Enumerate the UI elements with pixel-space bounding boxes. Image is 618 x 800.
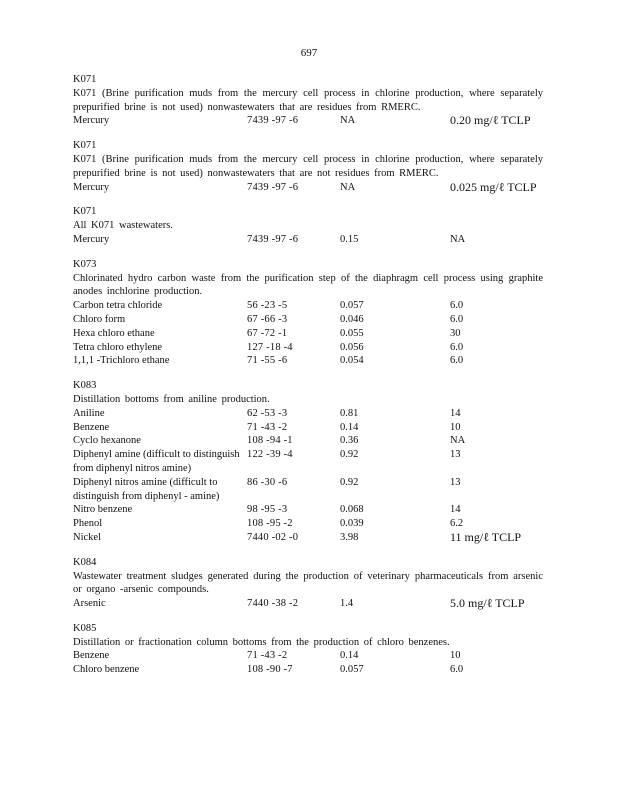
wastewater-standard: 0.92 bbox=[340, 476, 359, 488]
wastewater-standard: 0.92 bbox=[340, 449, 359, 461]
constituent-name: Mercury bbox=[73, 115, 110, 127]
constituent-name: Tetra chloro ethylene bbox=[73, 341, 163, 353]
constituent-name: Benzene bbox=[73, 650, 110, 662]
constituent-row bbox=[73, 531, 543, 545]
wastewater-standard: 0.057 bbox=[340, 300, 364, 312]
waste-description: K071 (Brine purification muds from the mercury cell process in chlorine production, where separately prepurified brine is not used) nonwastewaters that are residues from RMERC. bbox=[73, 87, 543, 113]
waste-code: K085 bbox=[73, 622, 97, 634]
waste-code: K084 bbox=[73, 556, 97, 568]
waste-code: K083 bbox=[73, 380, 97, 392]
waste-description: K071 (Brine purification muds from the mercury cell process in chlorine production, where separately prepurified brine is not used) nonwastewaters that are not residues from RMERC. bbox=[73, 153, 543, 179]
constituent-name: Mercury bbox=[73, 233, 110, 245]
nonwastewater-standard: 10 bbox=[450, 650, 461, 662]
cas-number: 122 -39 -4 bbox=[247, 449, 293, 461]
wastewater-standard: 1.4 bbox=[340, 598, 354, 610]
constituent-name: Diphenyl amine (difficult to distinguish from diphenyl nitros amine) bbox=[73, 449, 240, 474]
constituent-row bbox=[73, 434, 543, 448]
waste-section-k071 bbox=[73, 205, 543, 246]
constituent-name: Diphenyl nitros amine (difficult to distinguish from diphenyl - amine) bbox=[73, 476, 220, 502]
waste-section-k085 bbox=[73, 622, 543, 677]
wastewater-standard: 0.068 bbox=[340, 504, 364, 516]
waste-code-list bbox=[73, 73, 543, 688]
constituent-row bbox=[73, 448, 543, 476]
wastewater-standard: 0.14 bbox=[340, 421, 359, 433]
waste-section-k071 bbox=[73, 139, 543, 194]
cas-number: 71 -43 -2 bbox=[247, 421, 288, 433]
nonwastewater-standard: 13 bbox=[450, 476, 461, 488]
nonwastewater-standard: 6.0 bbox=[450, 341, 464, 353]
cas-number: 108 -94 -1 bbox=[247, 435, 293, 447]
cas-number: 7440 -02 -0 bbox=[247, 531, 299, 543]
cas-number: 7440 -38 -2 bbox=[247, 598, 299, 610]
waste-section-k071 bbox=[73, 73, 543, 128]
nonwastewater-standard: 0.20 mg/ℓ TCLP bbox=[450, 113, 531, 128]
nonwastewater-standard: 11 mg/ℓ TCLP bbox=[450, 529, 522, 544]
waste-description: Chlorinated hydro carbon waste from the purification step of the diaphragm cell process using graphite anodes inchlorine production. bbox=[73, 272, 543, 298]
waste-description: Wastewater treatment sludges generated during the production of veterinary pharmaceuticals from arsenic or organo -arsenic compounds. bbox=[73, 570, 543, 596]
nonwastewater-standard: 6.0 bbox=[450, 313, 464, 325]
constituent-row bbox=[73, 597, 543, 611]
constituent-row bbox=[73, 233, 543, 247]
nonwastewater-standard: NA bbox=[450, 233, 466, 245]
waste-section-k083 bbox=[73, 379, 543, 545]
constituent-row bbox=[73, 327, 543, 341]
constituent-name: Nitro benzene bbox=[73, 504, 133, 516]
waste-description: All K071 wastewaters. bbox=[73, 220, 173, 232]
nonwastewater-standard: 6.2 bbox=[450, 518, 464, 530]
constituent-row bbox=[73, 114, 543, 128]
wastewater-standard: 0.055 bbox=[340, 327, 364, 339]
cas-number: 62 -53 -3 bbox=[247, 407, 288, 419]
nonwastewater-standard: 6.0 bbox=[450, 664, 464, 676]
cas-number: 71 -43 -2 bbox=[247, 650, 288, 662]
waste-description: Distillation or fractionation column bottoms from the production of chloro benzenes. bbox=[73, 636, 450, 648]
waste-section-k084 bbox=[73, 556, 543, 611]
waste-code: K071 bbox=[73, 206, 97, 218]
constituent-name: Chloro form bbox=[73, 313, 126, 325]
cas-number: 56 -23 -5 bbox=[247, 300, 288, 312]
nonwastewater-standard: 5.0 mg/ℓ TCLP bbox=[450, 596, 525, 611]
constituent-row bbox=[73, 407, 543, 421]
constituent-row bbox=[73, 421, 543, 435]
wastewater-standard: 0.14 bbox=[340, 650, 359, 662]
constituent-name: Aniline bbox=[73, 407, 105, 419]
cas-number: 127 -18 -4 bbox=[247, 341, 293, 353]
constituent-row bbox=[73, 649, 543, 663]
nonwastewater-standard: 10 bbox=[450, 421, 461, 433]
constituent-row bbox=[73, 299, 543, 313]
nonwastewater-standard: NA bbox=[450, 435, 466, 447]
nonwastewater-standard: 6.0 bbox=[450, 300, 464, 312]
wastewater-standard: 0.054 bbox=[340, 355, 364, 367]
constituent-name: Nickel bbox=[73, 531, 101, 543]
constituent-name: Benzene bbox=[73, 421, 110, 433]
constituent-row bbox=[73, 503, 543, 517]
nonwastewater-standard: 0.025 mg/ℓ TCLP bbox=[450, 179, 537, 194]
page-number: 697 bbox=[300, 47, 318, 59]
constituent-row bbox=[73, 181, 543, 195]
constituent-name: Hexa chloro ethane bbox=[73, 327, 155, 339]
cas-number: 71 -55 -6 bbox=[247, 355, 288, 367]
wastewater-standard: 0.057 bbox=[340, 664, 364, 676]
nonwastewater-standard: 14 bbox=[450, 407, 461, 419]
cas-number: 7439 -97 -6 bbox=[247, 233, 299, 245]
constituent-name: Phenol bbox=[73, 518, 103, 530]
wastewater-standard: 3.98 bbox=[340, 531, 359, 543]
cas-number: 108 -95 -2 bbox=[247, 518, 293, 530]
wastewater-standard: 0.36 bbox=[340, 435, 359, 447]
waste-code: K071 bbox=[73, 74, 97, 85]
waste-section-k073 bbox=[73, 258, 543, 368]
nonwastewater-standard: 30 bbox=[450, 327, 461, 339]
constituent-name: Arsenic bbox=[73, 598, 106, 610]
constituent-name: Mercury bbox=[73, 181, 110, 193]
cas-number: 86 -30 -6 bbox=[247, 476, 288, 488]
constituent-name: Chloro benzene bbox=[73, 664, 140, 676]
cas-number: 7439 -97 -6 bbox=[247, 115, 299, 127]
nonwastewater-standard: 14 bbox=[450, 504, 461, 516]
cas-number: 108 -90 -7 bbox=[247, 664, 293, 676]
constituent-name: Carbon tetra chloride bbox=[73, 300, 163, 312]
wastewater-standard: NA bbox=[340, 115, 356, 127]
cas-number: 67 -72 -1 bbox=[247, 327, 288, 339]
nonwastewater-standard: 13 bbox=[450, 449, 461, 461]
constituent-row bbox=[73, 354, 543, 368]
waste-code: K073 bbox=[73, 258, 97, 270]
constituent-row bbox=[73, 476, 543, 504]
waste-description: Distillation bottoms from aniline production. bbox=[73, 393, 270, 405]
cas-number: 98 -95 -3 bbox=[247, 504, 288, 516]
wastewater-standard: 0.15 bbox=[340, 233, 359, 245]
nonwastewater-standard: 6.0 bbox=[450, 355, 464, 367]
wastewater-standard: 0.81 bbox=[340, 407, 359, 419]
constituent-name: Cyclo hexanone bbox=[73, 435, 141, 447]
waste-code: K071 bbox=[73, 140, 97, 152]
constituent-row bbox=[73, 313, 543, 327]
wastewater-standard: 0.039 bbox=[340, 518, 364, 530]
constituent-row bbox=[73, 341, 543, 355]
wastewater-standard: NA bbox=[340, 181, 356, 193]
wastewater-standard: 0.046 bbox=[340, 313, 364, 325]
cas-number: 7439 -97 -6 bbox=[247, 181, 299, 193]
constituent-row bbox=[73, 663, 543, 677]
wastewater-standard: 0.056 bbox=[340, 341, 364, 353]
constituent-name: 1,1,1 -Trichloro ethane bbox=[73, 355, 170, 367]
constituent-row bbox=[73, 517, 543, 531]
cas-number: 67 -66 -3 bbox=[247, 313, 288, 325]
